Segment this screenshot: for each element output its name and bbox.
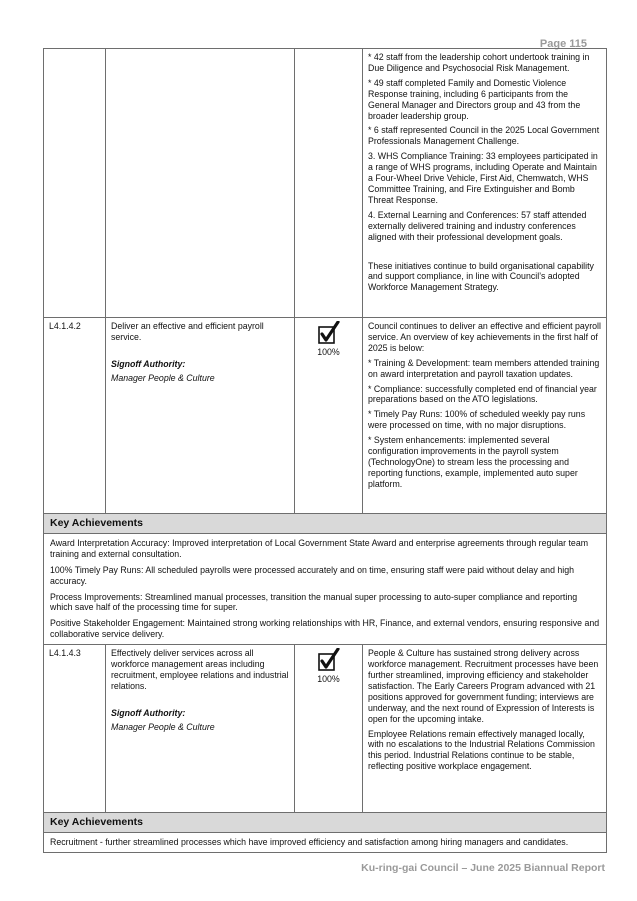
commentary-cell — [363, 49, 607, 318]
table-row — [44, 318, 607, 514]
checkmark-box-icon — [317, 321, 341, 345]
checkmark-box-icon — [317, 648, 341, 672]
achievement-item: Recruitment - further streamlined processes which have improved efficiency and satisfaction among hiring managers and candidates. — [50, 837, 569, 848]
commentary-paragraph: Council continues to deliver an effective and efficient payroll service. An overview of key achievements in the first half of 2025 is below: — [368, 321, 601, 353]
commentary-cell — [363, 645, 607, 813]
key-achievements-body — [44, 533, 607, 644]
table-row — [44, 645, 607, 813]
commentary-paragraph: * 49 staff completed Family and Domestic Violence Response training, including 6 participants from the General Manager and Directors group and 43 from the broader leadership group. — [368, 77, 581, 121]
signoff-name: Manager People & Culture — [111, 721, 215, 732]
key-achievements-body — [44, 833, 607, 853]
signoff-label: Signoff Authority: — [111, 358, 186, 369]
action-description — [106, 49, 295, 318]
key-achievements-heading: Key Achievements — [44, 813, 607, 833]
commentary-paragraph: These initiatives continue to build organisational capability and support compliance, in line with Council’s adopted Workforce Management Strategy. — [368, 260, 594, 293]
commentary-paragraph: * System enhancements: implemented several configuration improvements in the payroll system (TechnologyOne) to stream less the processing and reporting functions, example, implemented auto super platform. — [368, 435, 578, 489]
signoff-label: Signoff Authority: — [111, 707, 186, 718]
key-achievements-heading: Key Achievements — [44, 514, 607, 534]
commentary-cell — [363, 318, 607, 514]
key-achievements-list — [44, 833, 607, 853]
achievement-item: 100% Timely Pay Runs: All scheduled payrolls were processed accurately and on time, ensuring staff were paid without delay and high accuracy. — [50, 564, 575, 586]
action-code — [44, 49, 106, 318]
table-row — [44, 49, 607, 318]
action-description: Effectively deliver services across all workforce management areas including recruitment, employee relations and industrial relations. — [111, 648, 289, 691]
status-cell — [295, 645, 363, 813]
page-number: Page 115 — [539, 38, 587, 50]
key-achievements-list — [44, 533, 607, 644]
key-achievements-header — [44, 813, 607, 833]
commentary-paragraph: 4. External Learning and Conferences: 57 staff attended externally delivered training and industry conferences aligned with their professional development goals. — [368, 209, 587, 242]
commentary-paragraph: * Timely Pay Runs: 100% of scheduled weekly pay runs were processed on time, with no major disruptions. — [368, 409, 586, 431]
completion-percent: 100% — [317, 347, 340, 357]
achievement-item: Positive Stakeholder Engagement: Maintained strong working relationships with HR, Finance, and external vendors, ensuring responsive and collaborative service delivery. — [50, 618, 600, 640]
key-achievements-header — [44, 514, 607, 534]
commentary-paragraph: * 42 staff from the leadership cohort undertook training in Due Diligence and Psychosocial Risk Management. — [368, 52, 590, 73]
achievement-item: Process Improvements: Streamlined manual processes, transition the manual super processing to auto-super compliance and reporting which save half of the processing time for super. — [50, 591, 578, 613]
completion-percent: 100% — [317, 674, 340, 685]
commentary-paragraph: Employee Relations remain effectively managed locally, with no escalations to the Industrial Relations Commission this period. Industrial Relations continue to be stable, reflecting positive workplace engagement. — [368, 728, 595, 772]
action-cell — [106, 645, 295, 813]
status-cell — [295, 49, 363, 318]
commentary-paragraph: 3. WHS Compliance Training: 33 employees participated in a range of WHS programs, including Operate and Maintain a Four-Wheel Drive Vehicle, First Aid, Chemwatch, WHS Committee Training, and Fire Extinguisher and Bomb Threat Response. — [368, 151, 598, 205]
report-footer: Ku-ring-gai Council – June 2025 Biannual Report — [361, 862, 605, 874]
achievement-item: Award Interpretation Accuracy: Improved interpretation of Local Government State Award and enterprise agreements through regular team training and external consultation. — [50, 537, 589, 559]
commentary-paragraph: * 6 staff represented Council in the 2025 Local Government Professionals Management Challenge. — [368, 125, 600, 147]
action-code: L4.1.4.3 — [44, 645, 106, 813]
action-cell — [106, 318, 295, 514]
status-cell — [295, 318, 363, 514]
commentary-paragraph: People & Culture has sustained strong delivery across workforce management. Recruitment processes have been further streamlined, improving efficiency and stakeholder satisfaction. The Early Careers Program advanced with 21 positions approved for government funding; interviews are underway, and the next round of Expression of Interests is open for the upcoming intake. — [368, 648, 599, 724]
signoff-name: Manager People & Culture — [111, 372, 215, 383]
action-description: Deliver an effective and efficient payroll service. — [111, 321, 264, 342]
commentary-paragraph: * Compliance: successfully completed end of financial year preparations based on the ATO legislations. — [368, 383, 597, 405]
action-code: L4.1.4.2 — [44, 318, 106, 514]
action-table — [43, 48, 607, 853]
commentary-paragraph: * Training & Development: team members attended training on award interpretation and payroll taxation updates. — [368, 357, 600, 379]
